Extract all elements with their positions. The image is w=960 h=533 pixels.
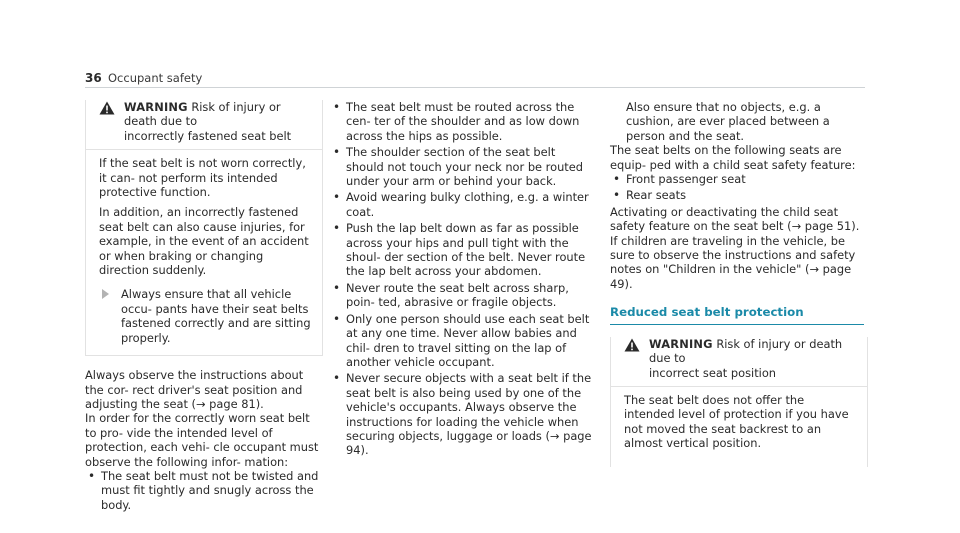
warning-text-2: In addition, an incorrectly fastened seat belt can also cause injuries, for example, in the event of an accident or when braking or changing direction suddenly. [99,205,309,278]
warning-summary-b: incorrect seat position [649,365,777,380]
warning-summary [649,337,861,380]
warning-text-1: If the seat belt is not worn correctly, it can- not perform its intended protective function. [99,156,306,200]
warning-box [85,100,323,356]
warning-label: WARNING [649,336,713,351]
list-item: • Never secure objects with a seat belt if the seat belt is also being used by one of the vehicle's occupants. Always observe the instructions for loading the vehicle when securing objects, luggage or loads (→ page 94). [330,371,592,457]
warning-summary-a: Risk of injury or death due to [124,100,281,129]
list-item: • The seat belt must not be twisted and must fit tightly and snugly across the body. [85,469,323,512]
paragraph: If children are traveling in the vehicle, be sure to observe the instructions and safety notes on "Children in the vehicle" (→ page 49). [610,233,856,291]
paragraph: Activating or deactivating the child seat safety feature on the seat belt (→ page 51). [610,204,860,234]
warning-text: The seat belt does not offer the intended level of protection if you have not moved the seat backrest to an almost vertical position. [624,392,849,451]
warning-body [86,156,322,345]
warning-summary-b: incorrectly fastened seat belt [124,128,292,143]
list-item: • Avoid wearing bulky clothing, e.g. a winter coat. [330,190,592,219]
list-item: • Front passenger seat [610,172,868,186]
list-item: • Push the lap belt down as far as possible across your hips and pull tight with the shoul- der section of the belt. Never route the lap belt across your abdomen. [330,221,592,279]
paragraph: Always observe the instructions about the cor- rect driver's seat position and adjusting the seat (→ page 81). [85,368,304,411]
list-item: • Never route the seat belt across sharp, poin- ted, abrasive or fragile objects. [330,281,592,310]
warning-divider [611,386,867,387]
warning-label: WARNING [124,100,188,114]
warning-summary-a: Risk of injury or death due to [649,336,843,366]
list-item: • The shoulder section of the seat belt should not touch your neck nor be routed under your arm or behind your back. [330,145,592,188]
bullet-list [330,100,592,458]
bullet-list [85,469,323,512]
page-number: 36 [85,71,102,85]
paragraph: In order for the correctly worn seat belt to pro- vide the intended level of protection, each vehi- cle occupant must observe the following infor- mation: [85,411,319,469]
instruction-text: Always ensure that all vehicle occu- pants have their seat belts fastened correctly and are sitting properly. [121,287,311,345]
warning-divider [86,149,322,150]
warning-triangle-icon [624,338,640,352]
continued-text: Also ensure that no objects, e.g. a cushion, are ever placed between a person and the seat. [626,100,830,143]
list-item: • The seat belt must be routed across the cen- ter of the shoulder and as low down across the hips as possible. [330,100,592,143]
paragraph: The seat belts on the following seats are equip- ped with a child seat safety feature: [610,143,856,172]
column-3 [610,100,868,467]
warning-body [611,393,867,451]
warning-header [86,100,322,149]
list-item: • Only one person should use each seat belt at any one time. Never allow babies and chil- dren to travel sitting on the lap of another vehicle occupant. [330,312,592,370]
warning-box [610,337,868,467]
column-1 [85,100,323,514]
instruction-arrow-icon [102,289,109,299]
warning-header [611,337,867,386]
bullet-list [610,172,868,203]
section-title: Occupant safety [108,71,203,85]
list-item: • Rear seats [610,188,868,202]
column-2 [330,100,592,460]
warning-triangle-icon [99,101,115,115]
header-divider [85,87,865,88]
section-heading: Reduced seat belt protection [610,305,804,320]
warning-summary [124,100,316,143]
warning-instruction [99,287,312,345]
